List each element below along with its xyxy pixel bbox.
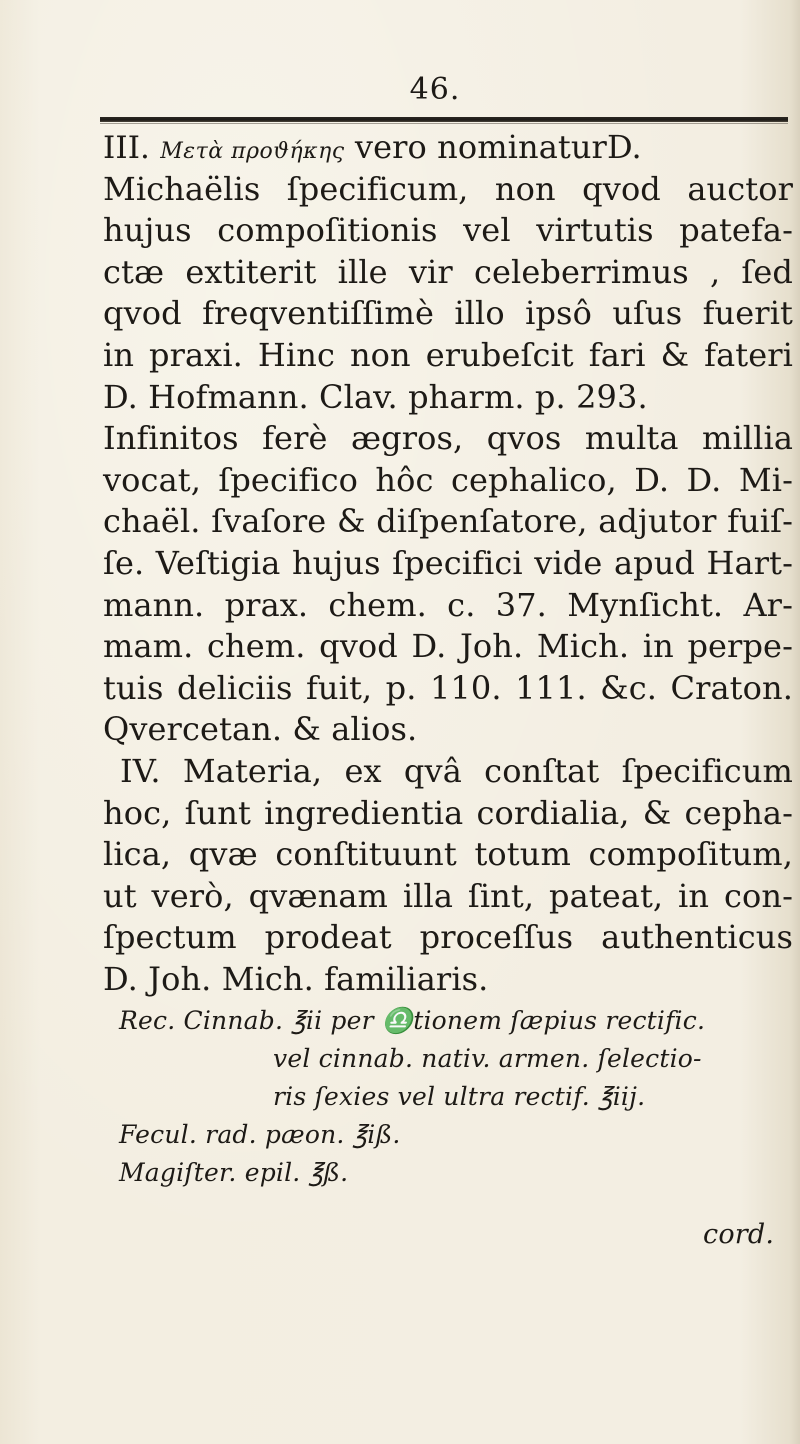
section-numeral: III.	[103, 130, 150, 166]
catchword: cord.	[703, 1219, 775, 1250]
text-line: in praxi. Hinc non erubeſcit fari & fateri	[103, 335, 793, 374]
recipe-line: ris ſexies vel ultra rectif. ℥iij.	[273, 1082, 646, 1111]
text-line: tuis deliciis fuit, p. 110. 111. &c. Craton.	[103, 668, 793, 707]
recipe-line: Rec. Cinnab. ℥ii per ♎tionem ſæpius rectific.	[119, 1006, 706, 1035]
recipe-line: Magiſter. epil. ℥ß.	[119, 1158, 349, 1187]
main-text	[103, 127, 793, 1000]
text-line: D. Joh. Mich. familiaris.	[103, 959, 489, 998]
text-line: mann. prax. chem. c. 37. Mynſicht. Ar-	[103, 585, 793, 624]
header-rule	[100, 117, 788, 122]
line-text: vero nominaturD.	[354, 128, 642, 166]
text-line: IV. Materia, ex qvâ conſtat ſpecificum	[120, 751, 793, 790]
text-line: hoc, ſunt ingredientia cordialia, & cepha-	[103, 793, 793, 832]
text-line: qvod freqventiſſimè illo ipsô uſus fuerit	[103, 294, 793, 333]
text-line: chaël. ſvaſore & diſpenſatore, adjutor fuiſ-	[103, 502, 793, 541]
page-number: 46.	[409, 72, 461, 107]
recipe-block	[103, 1002, 793, 1254]
text-line: ctæ extiterit ille vir celeberrimus , ſed	[103, 252, 793, 291]
text-line: ut verò, qvænam illa ſint, pateat, in con-	[103, 876, 793, 915]
text-line: mam. chem. qvod D. Joh. Mich. in perpe-	[103, 627, 793, 666]
text-line	[103, 127, 793, 169]
text-line: Qvercetan. & alios.	[103, 710, 418, 749]
text-line: ſpectum prodeat proceſſus authenticus	[103, 918, 793, 957]
text-line: Michaëlis ſpecificum, non qvod auctor	[103, 169, 793, 208]
recipe-line: vel cinnab. nativ. armen. ſelectio-	[273, 1044, 702, 1073]
recipe-line: Fecul. rad. pæon. ℥iß.	[119, 1120, 401, 1149]
text-line: Infinitos ferè ægros, qvos multa millia	[103, 419, 793, 458]
text-line: vocat, ſpecifico hôc cephalico, D. D. Mi-	[103, 460, 793, 499]
greek-phrase: Μετὰ προϑήκης	[160, 139, 345, 164]
text-line: ſe. Veſtigia hujus ſpecifici vide apud Hart-	[103, 543, 793, 582]
text-line: lica, qvæ conſtituunt totum compoſitum,	[103, 835, 793, 874]
text-line: D. Hofmann. Clav. pharm. p. 293.	[103, 377, 648, 416]
text-line: hujus compoſitionis vel virtutis patefa-	[103, 211, 793, 250]
